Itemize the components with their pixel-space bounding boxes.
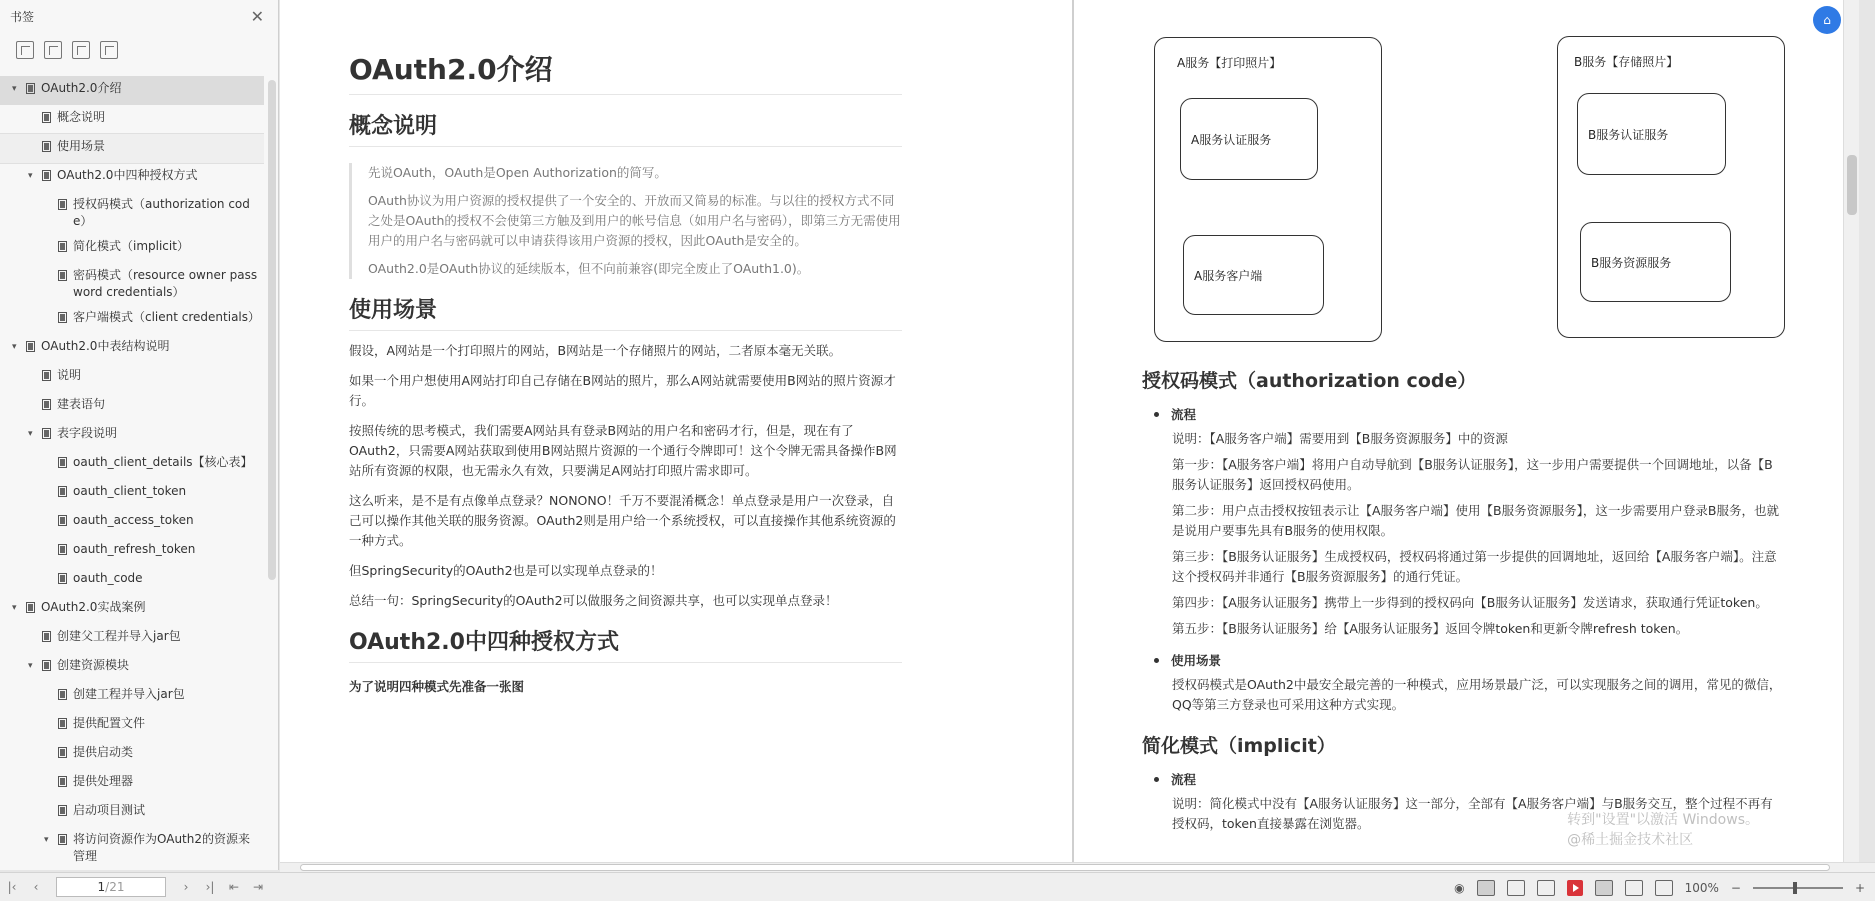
quote-line: OAuth协议为用户资源的授权提供了一个安全的、开放而又简易的标准。与以往的授权方式不同之处是OAuth的授权不会使第三方触及到用户的帐号信息（如用户名与密码），即第三方无需使用用户的用户名与密码就可以申请获得该用户资源的授权，因此OAuth是安全的。 xyxy=(368,193,901,248)
continuous-mode-icon[interactable] xyxy=(1507,880,1525,896)
bookmark-item[interactable] xyxy=(0,263,264,305)
bookmark-icon[interactable] xyxy=(100,41,118,59)
bookmark-item[interactable] xyxy=(0,392,264,421)
bookmark-icon xyxy=(58,486,67,497)
bookmark-item[interactable] xyxy=(0,421,264,450)
bookmark-label: 说明 xyxy=(57,368,82,382)
expand-caret-icon[interactable]: ▾ xyxy=(44,835,49,845)
heading-implicit: 简化模式（implicit） xyxy=(1142,735,1336,757)
page-number-input[interactable] xyxy=(56,877,166,897)
sidebar-header xyxy=(0,0,278,32)
expand-caret-icon[interactable]: ▾ xyxy=(28,661,33,671)
b-auth-label: B服务认证服务 xyxy=(1588,127,1669,142)
add-bookmark-icon[interactable] xyxy=(72,41,90,59)
auth-step: 第三步：【B服务认证服务】生成授权码，授权码将通过第一步提供的回调地址，返回给【A服务客户端】。注意这个授权码并非通行【B服务资源服务】的通行凭证。 xyxy=(1172,549,1777,584)
bookmark-label: 提供启动类 xyxy=(73,745,134,759)
bookmark-item[interactable] xyxy=(0,134,264,163)
bookmark-item[interactable] xyxy=(0,305,264,334)
bookmark-item[interactable] xyxy=(0,711,264,740)
fit-width-icon[interactable] xyxy=(1595,880,1613,896)
bookmark-icon xyxy=(42,631,51,642)
next-page-icon[interactable]: › xyxy=(183,880,189,894)
close-icon[interactable]: ✕ xyxy=(250,6,264,26)
a-auth-box xyxy=(1180,98,1318,180)
implicit-text: 说明：简化模式中没有【A服务认证服务】这一部分，全部有【A服务客户端】与B服务交互，整个过程不再有授权码，token直接暴露在浏览器。 xyxy=(1172,796,1773,831)
concept-quote xyxy=(349,163,902,279)
heading-auth-code: 授权码模式（authorization code） xyxy=(1142,370,1477,392)
bookmark-icon xyxy=(58,199,67,210)
a-client-label: A服务客户端 xyxy=(1194,268,1263,283)
bookmark-item[interactable] xyxy=(0,479,264,508)
forward-icon[interactable]: ⇥ xyxy=(252,880,264,894)
zoom-level[interactable]: 100% xyxy=(1684,880,1719,895)
expand-caret-icon[interactable]: ▾ xyxy=(28,171,33,181)
actual-size-icon[interactable] xyxy=(1655,880,1673,896)
bookmark-icon xyxy=(58,834,67,845)
bookmark-icon xyxy=(58,241,67,252)
bookmark-label: 简化模式（implicit） xyxy=(73,239,189,253)
bold-note: 为了说明四种模式先准备一张图 xyxy=(349,679,525,694)
bookmark-label: oauth_code xyxy=(73,571,143,585)
bookmark-item[interactable] xyxy=(0,769,264,798)
bookmark-icon xyxy=(58,312,67,323)
bookmark-label: 将访问资源作为OAuth2的资源来管理 xyxy=(73,832,250,863)
watermark-line: 转到"设置"以激活 Windows。 xyxy=(1567,812,1759,828)
bookmark-label: OAuth2.0中四种授权方式 xyxy=(57,168,198,182)
bookmark-label: 提供配置文件 xyxy=(73,716,146,730)
bookmark-icon xyxy=(58,747,67,758)
bookmark-icon xyxy=(42,141,51,152)
bookmark-item[interactable] xyxy=(0,163,264,192)
current-page: 1 xyxy=(97,880,106,894)
document-view xyxy=(280,0,1859,862)
bookmark-sidebar xyxy=(0,0,279,870)
zoom-out-icon[interactable]: − xyxy=(1730,880,1741,895)
service-diagram xyxy=(1142,0,1782,350)
expand-caret-icon[interactable]: ▾ xyxy=(12,84,17,94)
a-client-box xyxy=(1183,235,1324,315)
expand-all-icon[interactable] xyxy=(16,41,34,59)
watermark-site: @稀土掘金技术社区 xyxy=(1567,832,1694,848)
bookmark-icon xyxy=(58,457,67,468)
bookmark-icon xyxy=(26,602,35,613)
expand-caret-icon[interactable]: ▾ xyxy=(12,603,17,613)
paragraph: 但SpringSecurity的OAuth2也是可以实现单点登录的！ xyxy=(349,563,663,578)
bookmark-label: 建表语句 xyxy=(57,397,106,411)
single-page-mode-icon[interactable] xyxy=(1477,880,1495,896)
paragraph: 如果一个用户想使用A网站打印自己存储在B网站的照片，那么A网站就需要使用B网站的照片资源才行。 xyxy=(349,373,896,408)
section-heading-scenarios: 使用场景 xyxy=(349,293,902,331)
b-service-box xyxy=(1557,36,1785,338)
two-page-mode-icon[interactable] xyxy=(1537,880,1555,896)
bookmark-label: 密码模式（resource owner password credentials） xyxy=(73,268,258,299)
bookmark-icon xyxy=(42,112,51,123)
paragraph: 假设，A网站是一个打印照片的网站，B网站是一个存储照片的网站，二者原本毫无关联。 xyxy=(349,343,842,358)
status-bar xyxy=(0,872,1875,901)
paragraph: 按照传统的思考模式，我们需要A网站具有登录B网站的用户名和密码才行，但是，现在有了OAuth2，只需要A网站获取到使用B网站照片资源的一个通行令牌即可！这个令牌无需具备操作B网站所有资源的权限，也无需永久有效，只要满足A网站打印照片需求即可。 xyxy=(349,423,897,478)
vertical-scrollbar[interactable] xyxy=(1843,0,1859,862)
page-separator xyxy=(1072,0,1074,862)
bookmark-label: OAuth2.0实战案例 xyxy=(41,600,146,614)
bullet-label: 使用场景 xyxy=(1171,653,1222,668)
total-pages: /21 xyxy=(105,880,125,894)
bookmark-item[interactable] xyxy=(0,798,264,827)
quote-line: OAuth2.0是OAuth协议的延续版本，但不向前兼容(即完全废止了OAuth1.0)。 xyxy=(368,261,810,276)
page-2 xyxy=(1142,0,1782,834)
b-service-label: B服务【存储照片】 xyxy=(1574,55,1679,69)
a-auth-label: A服务认证服务 xyxy=(1191,132,1272,147)
auth-step: 说明：【A服务客户端】需要用到【B服务资源服务】中的资源 xyxy=(1172,431,1508,446)
last-page-icon[interactable]: ›| xyxy=(205,880,215,894)
translate-float-icon[interactable]: ⌂ xyxy=(1813,6,1841,34)
eye-icon[interactable]: ◉ xyxy=(1454,880,1465,895)
bookmark-label: oauth_access_token xyxy=(73,513,194,527)
bookmark-icon xyxy=(42,428,51,439)
bookmark-label: oauth_client_details【核心表】 xyxy=(73,455,253,469)
bookmark-icon xyxy=(58,573,67,584)
bookmark-item[interactable] xyxy=(0,653,264,682)
bookmark-icon xyxy=(42,370,51,381)
expand-caret-icon[interactable]: ▾ xyxy=(12,342,17,352)
bookmark-item[interactable] xyxy=(0,624,264,653)
bookmark-item[interactable] xyxy=(0,595,264,624)
b-auth-box xyxy=(1577,93,1726,175)
scene-text: 授权码模式是OAuth2中最安全最完善的一种模式，应用场景最广泛，可以实现服务之间的调用，常见的微信，QQ等第三方登录也可采用这种方式实现。 xyxy=(1172,677,1782,712)
bookmark-item[interactable] xyxy=(0,76,264,105)
bookmark-item[interactable] xyxy=(0,566,264,595)
status-right xyxy=(1454,873,1865,901)
bookmark-icon xyxy=(58,776,67,787)
b-resource-label: B服务资源服务 xyxy=(1591,255,1672,270)
bookmark-icon xyxy=(58,515,67,526)
bookmark-label: oauth_refresh_token xyxy=(73,542,196,556)
fit-page-icon[interactable] xyxy=(1625,880,1643,896)
sidebar-scrollbar[interactable] xyxy=(268,80,276,580)
bullet-scene xyxy=(1154,651,1782,669)
bookmark-item[interactable] xyxy=(0,105,264,134)
bookmark-item[interactable] xyxy=(0,682,264,711)
bookmark-item[interactable] xyxy=(0,740,264,769)
bookmark-item[interactable] xyxy=(0,508,264,537)
quote-line: 先说OAuth，OAuth是Open Authorization的简写。 xyxy=(368,165,667,180)
bookmark-label: 授权码模式（authorization code） xyxy=(73,197,250,228)
a-service-box xyxy=(1154,37,1382,342)
zoom-slider[interactable] xyxy=(1753,887,1843,889)
zoom-in-icon[interactable]: + xyxy=(1854,880,1865,895)
windows-activation-watermark xyxy=(1567,810,1759,850)
bookmark-icon xyxy=(26,83,35,94)
bookmark-label: 使用场景 xyxy=(57,139,106,153)
bookmark-icon xyxy=(58,805,67,816)
expand-caret-icon[interactable]: ▾ xyxy=(28,429,33,439)
bookmark-item[interactable] xyxy=(0,234,264,263)
paragraph: 这么听来，是不是有点像单点登录？NONONO！千万不要混淆概念！单点登录是用户一次登录，自己可以操作其他关联的服务资源。OAuth2则是用户给一个系统授权，可以直接操作其他系统资源的一种方式。 xyxy=(349,493,896,548)
bookmark-item[interactable] xyxy=(0,334,264,363)
bookmark-item[interactable] xyxy=(0,192,264,234)
bookmark-label: 提供处理器 xyxy=(73,774,134,788)
bookmark-label: 启动项目测试 xyxy=(73,803,146,817)
bullet-label: 流程 xyxy=(1171,772,1197,787)
bookmark-tree xyxy=(0,76,264,870)
auth-step: 第二步：用户点击授权按钮表示让【A服务客户端】使用【B服务资源服务】，这一步需要用户登录B服务，也就是说用户要事先具有B服务的使用权限。 xyxy=(1172,503,1779,538)
bookmark-item[interactable] xyxy=(0,363,264,392)
bookmark-icon xyxy=(26,341,35,352)
bookmark-icon xyxy=(58,718,67,729)
bookmark-item[interactable] xyxy=(0,827,264,869)
bookmark-label: OAuth2.0介绍 xyxy=(41,81,122,95)
page-title: OAuth2.0介绍 xyxy=(349,48,902,95)
section-heading-four-modes: OAuth2.0中四种授权方式 xyxy=(349,625,902,663)
sidebar-title: 书签 xyxy=(10,9,35,24)
a-service-label: A服务【打印照片】 xyxy=(1177,56,1282,70)
horizontal-scrollbar[interactable] xyxy=(280,862,1875,872)
paragraph: 总结一句：SpringSecurity的OAuth2可以做服务之间资源共享，也可以实现单点登录！ xyxy=(349,593,838,608)
page-1 xyxy=(349,0,902,695)
bookmark-label: 创建工程并导入jar包 xyxy=(73,687,185,701)
auth-step: 第四步：【A服务认证服务】携带上一步得到的授权码向【B服务认证服务】发送请求，获取通行凭证token。 xyxy=(1172,595,1768,610)
collapse-all-icon[interactable] xyxy=(44,41,62,59)
prev-page-icon[interactable]: ‹ xyxy=(33,880,39,894)
bookmark-label: 创建资源模块 xyxy=(57,658,130,672)
bullet-label: 流程 xyxy=(1171,407,1197,422)
first-page-icon[interactable]: |‹ xyxy=(7,880,17,894)
sidebar-toolbar xyxy=(0,32,278,68)
bullet-flow xyxy=(1154,405,1782,423)
bookmark-label: 创建父工程并导入jar包 xyxy=(57,629,181,643)
bookmark-label: 表字段说明 xyxy=(57,426,118,440)
back-icon[interactable]: ⇤ xyxy=(228,880,240,894)
auth-step: 第一步：【A服务客户端】将用户自动导航到【B服务认证服务】，这一步用户需要提供一个回调地址，以备【B服务认证服务】返回授权码使用。 xyxy=(1172,457,1773,492)
bookmark-label: 客户端模式（client credentials） xyxy=(73,310,261,324)
bookmark-icon xyxy=(58,544,67,555)
bullet-implicit-flow xyxy=(1154,770,1782,788)
play-icon[interactable] xyxy=(1567,880,1583,896)
bookmark-icon xyxy=(42,660,51,671)
bookmark-icon xyxy=(58,689,67,700)
bookmark-item[interactable] xyxy=(0,450,264,479)
section-heading-concept: 概念说明 xyxy=(349,109,902,147)
horizontal-scroll-thumb[interactable] xyxy=(300,864,1830,871)
bookmark-icon xyxy=(58,270,67,281)
bookmark-label: OAuth2.0中表结构说明 xyxy=(41,339,170,353)
bookmark-item[interactable] xyxy=(0,537,264,566)
bookmark-label: 概念说明 xyxy=(57,110,106,124)
vertical-scroll-thumb[interactable] xyxy=(1847,155,1857,215)
bookmark-icon xyxy=(42,170,51,181)
bookmark-label: oauth_client_token xyxy=(73,484,187,498)
bookmark-icon xyxy=(42,399,51,410)
b-resource-box xyxy=(1580,222,1731,302)
auth-step: 第五步：【B服务认证服务】给【A服务认证服务】返回令牌token和更新令牌refresh token。 xyxy=(1172,621,1689,636)
